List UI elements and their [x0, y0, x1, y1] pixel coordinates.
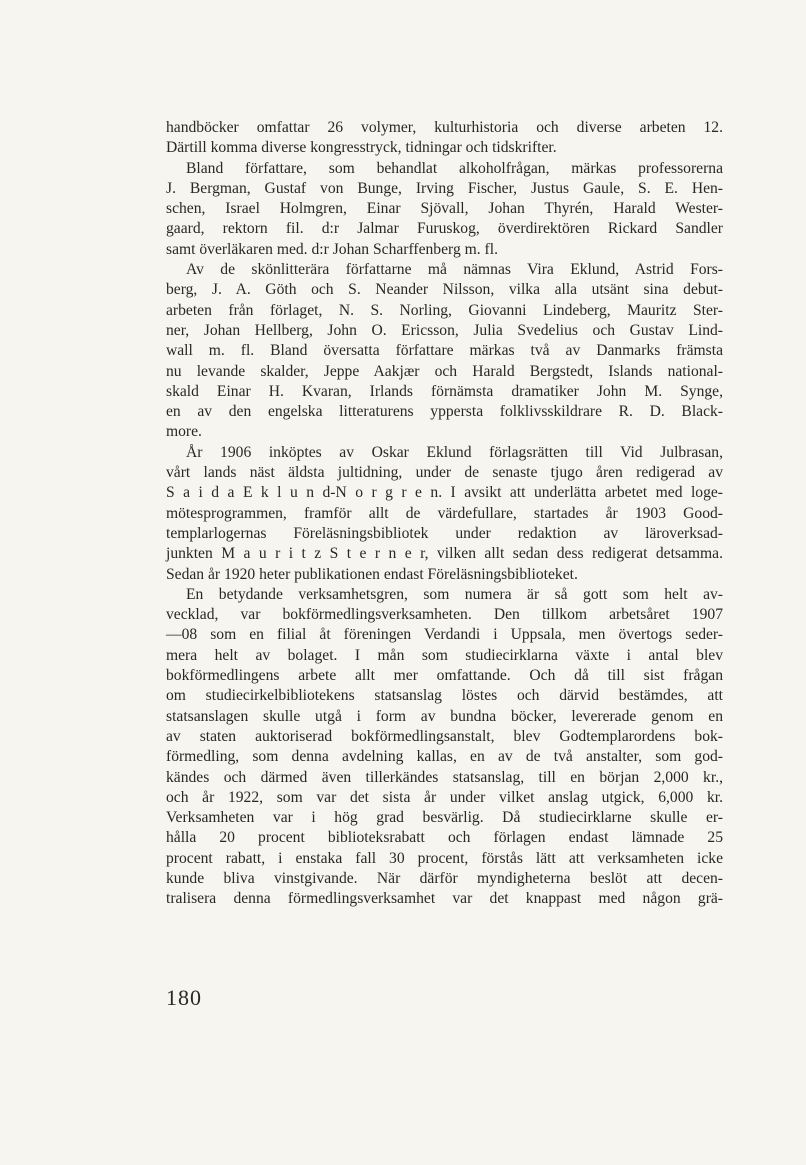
text-line: Av de skönlitterära författarne må nämnas Vira Eklund, Astrid Fors- [186, 261, 723, 279]
text-line: hålla 20 procent biblioteksrabatt och förlagen endast lämnade 25 [166, 829, 723, 847]
text-line: Verksamheten var i hög grad besvärlig. Då studiecirklarne skulle er- [166, 809, 723, 827]
text-line: skald Einar H. Kvaran, Irlands förnämsta dramatiker John M. Synge, [166, 382, 723, 400]
text-line: handböcker omfattar 26 volymer, kulturhistoria och diverse arbeten 12. [166, 119, 723, 136]
text-line: mötesprogrammen, framför allt de värdefullare, startades år 1903 Good- [166, 504, 723, 522]
text-line: wall m. fl. Bland översatta författare märkas två av Danmarks främsta [166, 342, 723, 360]
text-line: kunde bliva vinstgivande. När därför myndigheterna beslöt att decen- [166, 869, 723, 887]
text-line: mera helt av bolaget. I mån som studiecirklarna växte i antal blev [166, 646, 723, 664]
text-line: statsanslagen skulle utgå i form av bundna böcker, levererade genom en [166, 707, 723, 725]
body-text [166, 118, 723, 910]
text-line: om studiecirkelbibliotekens statsanslag löstes och därvid bestämdes, att [166, 687, 723, 705]
text-line: arbeten från förlaget, N. S. Norling, Giovanni Lindeberg, Mauritz Ster- [166, 301, 723, 319]
text-line: schen, Israel Holmgren, Einar Sjövall, Johan Thyrén, Harald Wester- [166, 200, 723, 218]
text-line: Därtill komma diverse kongresstryck, tidningar och tidskrifter. [166, 139, 557, 157]
text-line: Sedan år 1920 heter publikationen endast Föreläsningsbiblioteket. [166, 565, 578, 583]
text-line: procent rabatt, i enstaka fall 30 procent, förstås lätt att verksamheten icke [166, 849, 723, 867]
text-line: förmedling, som denna avdelning kallas, en av de två anstalter, som god- [166, 748, 723, 766]
text-line: en av den engelska litteraturens yppersta folklivsskildrare R. D. Black- [166, 403, 723, 421]
text-line: och år 1922, som var det sista år under vilket anslag utgick, 6,000 kr. [166, 788, 723, 806]
text-line: År 1906 inköptes av Oskar Eklund förlagsrätten till Vid Julbrasan, [186, 443, 723, 461]
text-line: En betydande verksamhetsgren, som numera är så gott som helt av- [186, 585, 723, 603]
text-line: S a i d a E k l u n d-N o r g r e n. I avsikt att underlätta arbetet med loge- [166, 484, 723, 502]
text-line: vecklad, var bokförmedlingsverksamheten. Den tillkom arbetsåret 1907 [166, 606, 723, 624]
text-line: tralisera denna förmedlingsverksamhet var det knappast med någon grä- [166, 890, 723, 908]
text-line: templarlogernas Föreläsningsbibliotek under redaktion av läroverksad- [166, 524, 723, 542]
text-line: —08 som en filial åt föreningen Verdandi i Uppsala, men övertogs seder- [166, 626, 723, 644]
text-line: vårt lands näst äldsta jultidning, under de senaste tjugo åren redigerad av [166, 464, 723, 482]
text-line: nu levande skalder, Jeppe Aakjær och Harald Bergstedt, Islands national- [166, 362, 723, 380]
page-number: 180 [166, 985, 202, 1010]
text-line: kändes och därmed även tillerkändes statsanslag, till en början 2,000 kr., [166, 768, 723, 786]
text-line: av staten auktoriserad bokförmedlingsanstalt, blev Godtemplarordens bok- [166, 727, 723, 745]
text-line: gaard, rektorn fil. d:r Jalmar Furuskog, överdirektören Rickard Sandler [166, 220, 723, 238]
text-line: bokförmedlingens arbete allt mer omfattande. Och då till sist frågan [166, 667, 723, 685]
text-line: J. Bergman, Gustaf von Bunge, Irving Fischer, Justus Gaule, S. E. Hen- [166, 179, 723, 197]
text-line: samt överläkaren med. d:r Johan Scharffenberg m. fl. [166, 240, 498, 258]
text-line: more. [166, 423, 202, 441]
text-line: Bland författare, som behandlat alkoholfrågan, märkas professorerna [186, 159, 723, 177]
text-line: junkten M a u r i t z S t e r n e r, vilken allt sedan dess redigerat detsamma. [166, 545, 723, 563]
text-line: berg, J. A. Göth och S. Neander Nilsson, vilka alla utsänt sina debut- [166, 281, 723, 299]
text-line: ner, Johan Hellberg, John O. Ericsson, Julia Svedelius och Gustav Lind- [166, 321, 723, 339]
